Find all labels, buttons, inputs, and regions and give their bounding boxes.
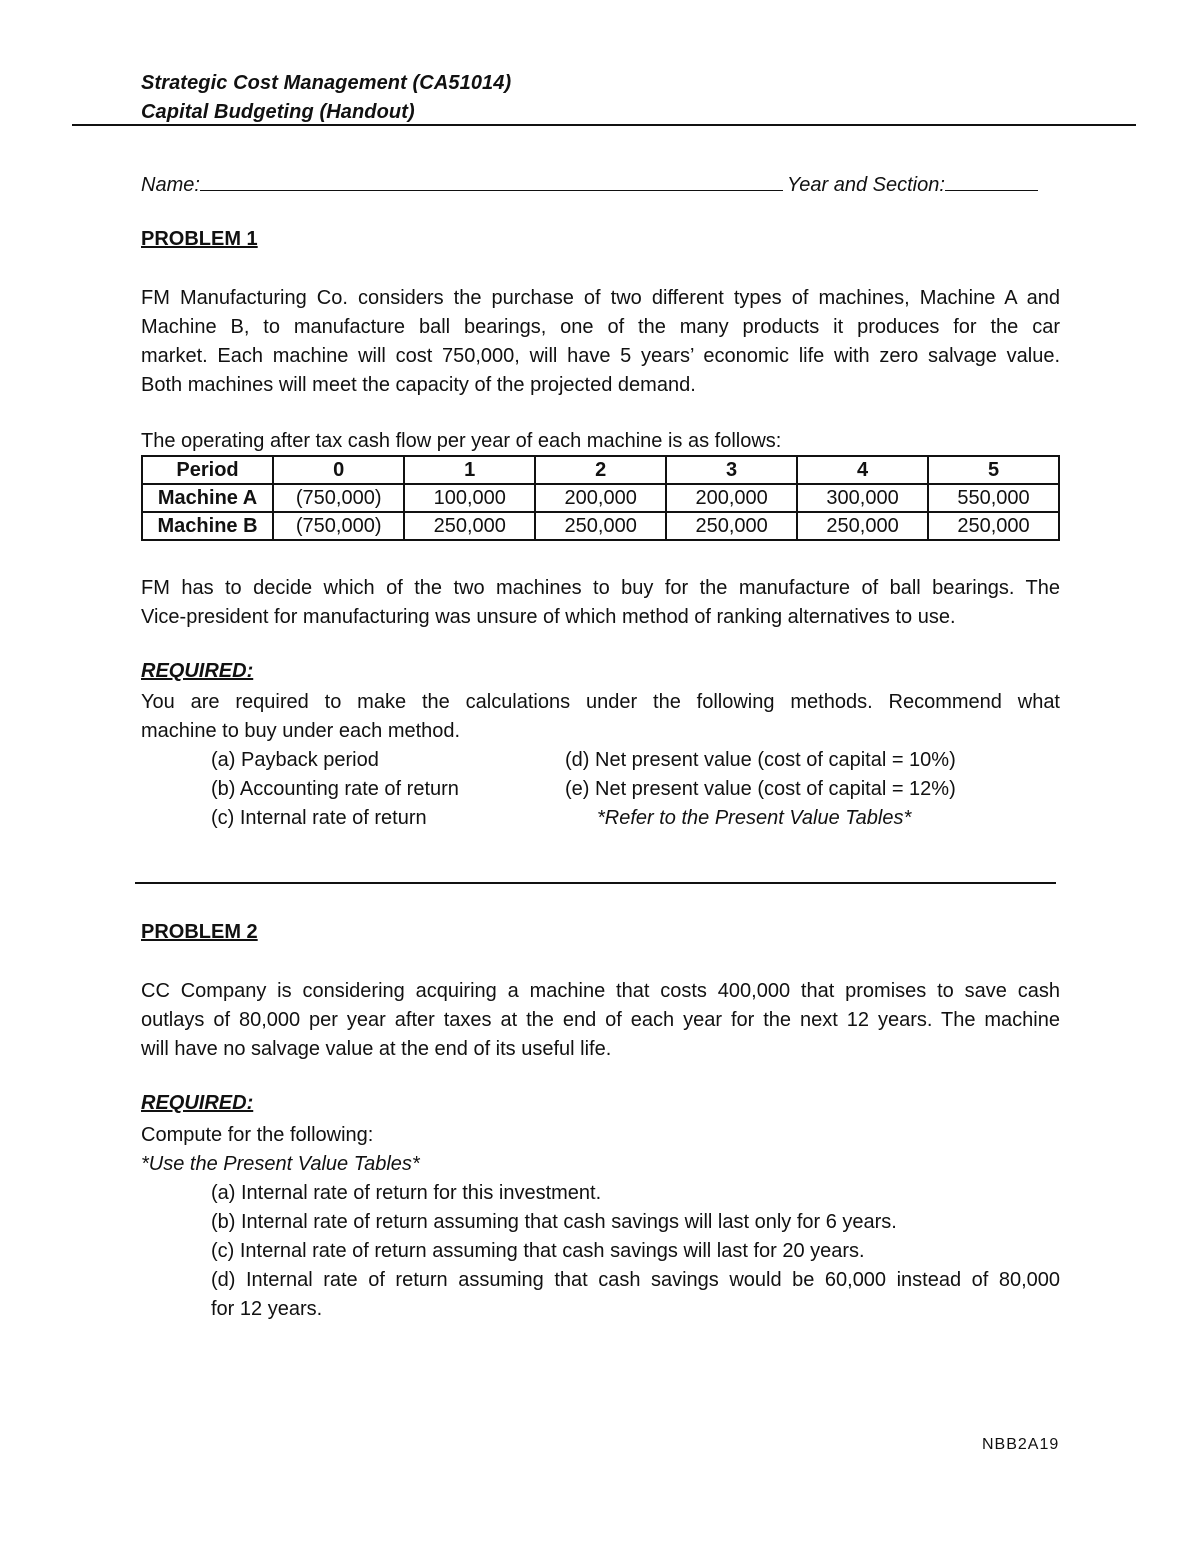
course-title: Strategic Cost Management (CA51014)	[141, 72, 512, 94]
section-divider	[135, 882, 1056, 884]
table-cell: 200,000	[666, 484, 797, 512]
problem-1-heading: PROBLEM 1	[141, 228, 258, 250]
problem-1-required-label: REQUIRED:	[141, 660, 254, 682]
compute-label: Compute for the following:	[141, 1124, 374, 1146]
header-col: 1	[404, 456, 535, 484]
name-field	[141, 170, 783, 200]
intro-line: Machine B, to manufacture ball bearings, one of the many products it produces for the car	[141, 316, 1060, 338]
handout-title: Capital Budgeting (Handout)	[141, 101, 415, 123]
table-cell: 250,000	[535, 512, 666, 540]
intro-line: Both machines will meet the capacity of the projected demand.	[141, 374, 696, 396]
intro-line: FM Manufacturing Co. considers the purchase of two different types of machines, Machine A and	[141, 287, 1060, 309]
list-item: (c) Internal rate of return assuming that cash savings will last for 20 years.	[211, 1240, 865, 1262]
table-header-row	[142, 456, 1059, 484]
problem-2-required-label: REQUIRED:	[141, 1092, 254, 1114]
required-line: You are required to make the calculations under the following methods. Recommend what	[141, 691, 1060, 713]
table-cell: 250,000	[928, 512, 1059, 540]
table-caption: The operating after tax cash flow per year of each machine is as follows:	[141, 430, 782, 452]
list-item: (a) Internal rate of return for this investment.	[211, 1182, 602, 1204]
row-label: Machine A	[142, 484, 273, 512]
problem-2-intro	[141, 977, 1060, 1064]
decision-line: FM has to decide which of the two machines to buy for the manufacture of ball bearings. The	[141, 577, 1060, 599]
problem-1-intro	[141, 284, 1060, 400]
problem-1-decision	[141, 574, 1060, 632]
list-item-line: for 12 years.	[211, 1298, 323, 1320]
header-col: 2	[535, 456, 666, 484]
cash-flow-table	[141, 455, 1060, 541]
header-col: 4	[797, 456, 928, 484]
table-row	[142, 484, 1059, 512]
table-cell: 300,000	[797, 484, 928, 512]
method-item: (b) Accounting rate of return	[211, 778, 459, 800]
method-item: (d) Net present value (cost of capital = 10%)	[565, 749, 956, 771]
table-cell: 550,000	[928, 484, 1059, 512]
header-rule	[72, 124, 1136, 126]
header-col: 3	[666, 456, 797, 484]
required-line: machine to buy under each method.	[141, 720, 461, 742]
intro-line: will have no salvage value at the end of its useful life.	[141, 1038, 612, 1060]
method-item: (e) Net present value (cost of capital = 12%)	[565, 778, 956, 800]
header-col: 5	[928, 456, 1059, 484]
table-cell: 250,000	[797, 512, 928, 540]
methods-left-list	[211, 746, 459, 833]
section-field	[787, 170, 1038, 200]
table-cell: 250,000	[404, 512, 535, 540]
method-item: (a) Payback period	[211, 749, 379, 771]
intro-line: market. Each machine will cost 750,000, will have 5 years’ economic life with zero salvage value.	[141, 345, 1060, 367]
decision-line: Vice-president for manufacturing was unsure of which method of ranking alternatives to use.	[141, 606, 956, 628]
problem-2-items	[211, 1179, 897, 1266]
problem-1-required-text	[141, 688, 1060, 746]
methods-right-list	[565, 746, 956, 833]
problem-2-item-d	[211, 1266, 1060, 1324]
row-label: Machine B	[142, 512, 273, 540]
table-cell: (750,000)	[273, 512, 404, 540]
name-label: Name:	[141, 174, 200, 196]
pv-tables-note: *Use the Present Value Tables*	[141, 1153, 420, 1175]
table-cell: 200,000	[535, 484, 666, 512]
problem-2-heading: PROBLEM 2	[141, 921, 258, 943]
section-blank[interactable]	[945, 170, 1038, 191]
intro-line: outlays of 80,000 per year after taxes at the end of each year for the next 12 years. The machine	[141, 1009, 1060, 1031]
header-period: Period	[142, 456, 273, 484]
list-item: (b) Internal rate of return assuming that cash savings will last only for 6 years.	[211, 1211, 897, 1233]
footer-code: NBB2A19	[982, 1436, 1060, 1453]
header-col: 0	[273, 456, 404, 484]
intro-line: CC Company is considering acquiring a machine that costs 400,000 that promises to save cash	[141, 980, 1060, 1002]
present-value-note: *Refer to the Present Value Tables*	[597, 807, 912, 829]
table-cell: (750,000)	[273, 484, 404, 512]
section-label: Year and Section:	[787, 174, 945, 196]
name-blank[interactable]	[200, 170, 783, 191]
table-row	[142, 512, 1059, 540]
method-item: (c) Internal rate of return	[211, 807, 427, 829]
table-cell: 250,000	[666, 512, 797, 540]
list-item-line: (d) Internal rate of return assuming that cash savings would be 60,000 instead of 80,000	[211, 1269, 1060, 1291]
table-cell: 100,000	[404, 484, 535, 512]
